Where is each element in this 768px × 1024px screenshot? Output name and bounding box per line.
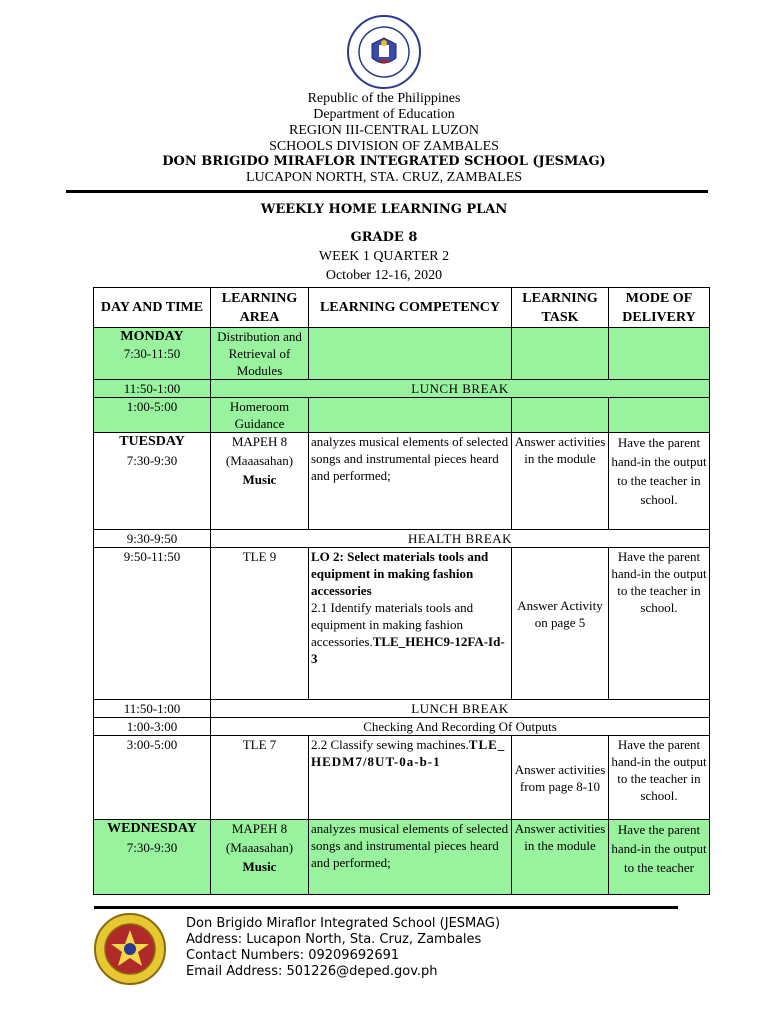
time-cell: 7:30-9:30 [126, 453, 178, 468]
plan-dates: October 12-16, 2020 [325, 268, 443, 283]
area-cell: MAPEH 8 [231, 434, 288, 449]
header-location: LUCAPON NORTH, STA. CRUZ, ZAMBALES [245, 170, 523, 185]
table-row [94, 718, 710, 736]
table-row [94, 433, 710, 530]
area-subtitle: (Maaasahan) [225, 453, 294, 468]
table-row [94, 700, 710, 718]
mode-cell: Have the parent hand-in the output to the teacher in school. [609, 736, 710, 820]
time-cell: 1:00-3:00 [94, 718, 211, 736]
day-wednesday: WEDNESDAY [107, 821, 197, 836]
header-division: SCHOOLS DIVISION OF ZAMBALES [269, 139, 499, 154]
mode-cell: Have the parent hand-in the output to the teacher in school. [609, 433, 710, 530]
header-republic: Republic of the Philippines [307, 91, 461, 106]
task-cell: Answer activities in the module [512, 433, 609, 530]
area-subject: Music [242, 472, 277, 487]
area-subject: Music [242, 859, 277, 874]
area-cell: TLE 9 [211, 548, 309, 700]
time-cell: 9:30-9:50 [94, 530, 211, 548]
competency-cell: analyzes musical elements of selected songs and instrumental pieces heard and performed; [309, 820, 512, 895]
lunch-break-label: LUNCH BREAK [211, 700, 710, 718]
school-logo-icon [93, 912, 167, 986]
time-cell: 11:50-1:00 [94, 380, 211, 398]
time-cell: 9:50-11:50 [94, 548, 211, 700]
header-day-time: DAY AND TIME [94, 288, 211, 328]
time-cell: 11:50-1:00 [94, 700, 211, 718]
competency-code: TLE_HEHC9-12FA-Id-3 [311, 634, 505, 666]
table-row [94, 380, 710, 398]
mode-cell: Have the parent hand-in the output to the teacher [609, 820, 710, 895]
footer-email: Email Address: 501226@deped.gov.ph [186, 964, 438, 979]
footer-contact: Contact Numbers: 09209692691 [186, 948, 400, 963]
header-school: DON BRIGIDO MIRAFLOR INTEGRATED SCHOOL (JESMAG) [162, 154, 606, 169]
task-cell: Answer activities from page 8-10 [512, 736, 609, 820]
area-cell: TLE 7 [211, 736, 309, 820]
header-mode-of-delivery: MODE OF DELIVERY [609, 288, 710, 328]
area-cell: Homeroom Guidance [211, 398, 309, 433]
task-cell: Answer activities in the module [512, 820, 609, 895]
mode-cell: Have the parent hand-in the output to the teacher in school. [609, 548, 710, 700]
competency-cell: 2.1 Identify materials tools and equipment in making fashion accessories. [311, 600, 474, 649]
table-row [94, 736, 710, 820]
lo-title: LO 2: Select materials tools and equipment in making fashion accessories [311, 549, 489, 598]
deped-seal-icon [346, 14, 422, 90]
competency-code: TLE_HEDM7/8UT-0a-b-1 [311, 737, 506, 769]
plan-grade: GRADE 8 [350, 230, 418, 245]
task-cell: Answer Activity on page 5 [512, 548, 609, 700]
area-cell: Distribution and Retrieval of Modules [211, 328, 309, 380]
day-tuesday: TUESDAY [119, 434, 185, 449]
header-divider [66, 190, 708, 193]
health-break-label: HEALTH BREAK [211, 530, 710, 548]
header-region: REGION III-CENTRAL LUZON [289, 123, 479, 138]
plan-week: WEEK 1 QUARTER 2 [318, 249, 450, 264]
table-row [94, 548, 710, 700]
time-cell: 7:30-9:30 [126, 840, 178, 855]
footer-school: Don Brigido Miraflor Integrated School (JESMAG) [186, 916, 501, 931]
plan-title: WEEKLY HOME LEARNING PLAN [260, 202, 508, 217]
table-row [94, 530, 710, 548]
lunch-break-label: LUNCH BREAK [211, 380, 710, 398]
time-cell: 3:00-5:00 [94, 736, 211, 820]
competency-cell: analyzes musical elements of selected songs and instrumental pieces heard and performed; [309, 433, 512, 530]
footer-divider [94, 906, 678, 909]
checking-label: Checking And Recording Of Outputs [211, 718, 710, 736]
header-learning-area: LEARNING AREA [211, 288, 309, 328]
time-cell: 1:00-5:00 [94, 398, 211, 433]
table-row [94, 398, 710, 433]
table-row [94, 820, 710, 895]
header-learning-task: LEARNING TASK [512, 288, 609, 328]
area-cell: MAPEH 8 [231, 821, 288, 836]
header-department: Department of Education [313, 107, 455, 122]
header-learning-competency: LEARNING COMPETENCY [309, 288, 512, 328]
competency-cell: 2.2 Classify sewing machines. [311, 737, 469, 752]
day-monday: MONDAY [120, 329, 184, 344]
learning-plan-table [93, 287, 710, 895]
table-row [94, 328, 710, 380]
time-cell: 7:30-11:50 [123, 346, 181, 361]
area-subtitle: (Maaasahan) [225, 840, 294, 855]
table-header-row [94, 288, 710, 328]
footer-address: Address: Lucapon North, Sta. Cruz, Zambales [186, 932, 482, 947]
